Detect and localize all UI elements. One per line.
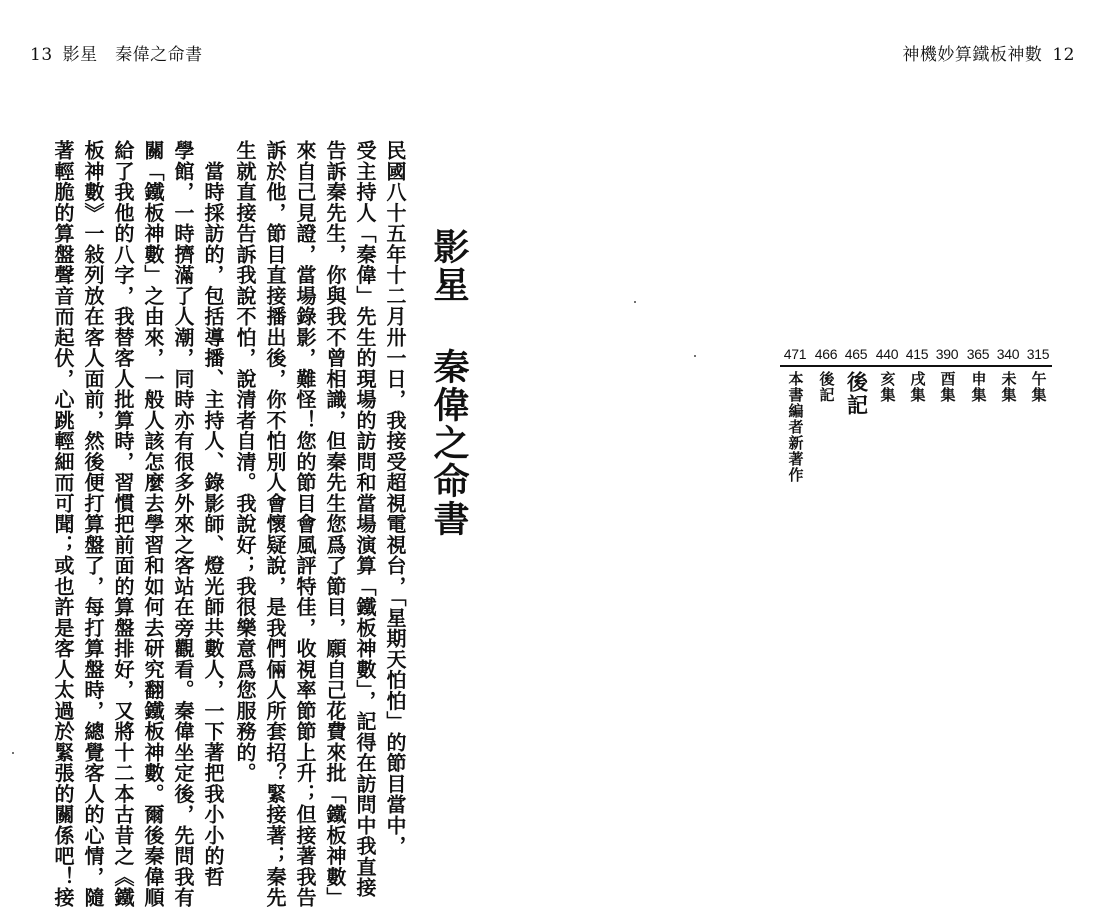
toc-label: 戌集 — [908, 371, 927, 403]
body-text-column: 訴於他，節目直接播出後，你不怕別人會懷疑說，是我們倆人所套招？緊接著；秦先 — [263, 140, 287, 908]
toc-item — [932, 345, 962, 403]
body-text-column: 當時採訪的，包括導播、主持人、錄影師、燈光師共數人，一下著把我小小的哲 — [201, 140, 225, 887]
toc-item — [1023, 345, 1053, 403]
body-text-column: 板神數》一敍列放在客人面前，然後便打算盤了，每打算盤時，總覺客人的心情，隨 — [81, 140, 105, 908]
toc-label: 申集 — [969, 371, 988, 403]
right-page-header — [892, 40, 1075, 65]
table-of-contents — [780, 345, 1055, 525]
toc-item — [780, 345, 810, 483]
toc-page-number: 390 — [935, 346, 959, 362]
chapter-title — [428, 228, 469, 538]
toc-page-number: 365 — [966, 346, 990, 362]
toc-label: 酉集 — [938, 371, 957, 403]
scan-speck — [12, 752, 14, 754]
toc-page-number: 466 — [814, 346, 838, 362]
body-text-column: 民國八十五年十二月卅一日，我接受超視電視台，「星期天怕怕」的節目當中， — [383, 140, 407, 857]
body-text-column: 給了我他的八字，我替客人批算時，習慣把前面的算盤排好，又將十二本古昔之《鐵 — [111, 140, 135, 908]
toc-page-number: 340 — [996, 346, 1020, 362]
toc-label: 本書編者新著作 — [786, 371, 805, 483]
scan-speck — [694, 355, 696, 357]
toc-page-number: 440 — [875, 346, 899, 362]
body-text-column: 告訴秦先生，你與我不曾相識，但秦先生您爲了節目，願自己花費來批「鐵板神數」 — [323, 140, 347, 908]
toc-label: 後記 — [844, 371, 869, 417]
body-text-column: 關「鐵板神數」之由來，一般人該怎麼去學習和如何去研究翻鐵板神數。爾後秦偉順 — [141, 140, 165, 908]
left-page-header — [30, 40, 213, 65]
toc-label: 未集 — [999, 371, 1018, 403]
toc-page-number: 471 — [783, 346, 807, 362]
toc-item — [841, 345, 871, 417]
toc-label: 亥集 — [878, 371, 897, 403]
right-running-title: 神機妙算鐵板神數 — [902, 45, 1043, 65]
right-page-number: 12 — [1052, 45, 1075, 65]
left-running-title: 影星 秦偉之命書 — [62, 45, 203, 65]
toc-page-number: 315 — [1026, 346, 1050, 362]
toc-label: 後記 — [817, 371, 836, 403]
left-page-number: 13 — [30, 45, 53, 65]
scan-speck — [634, 301, 636, 303]
toc-label: 午集 — [1029, 371, 1048, 403]
toc-page-number: 465 — [844, 346, 868, 362]
body-text-column: 著輕脆的算盤聲音而起伏，心跳輕細而可聞；或也許是客人太過於緊張的關係吧！接 — [51, 140, 75, 908]
toc-item — [993, 345, 1023, 403]
toc-item — [811, 345, 841, 403]
toc-item — [872, 345, 902, 403]
toc-item — [902, 345, 932, 403]
chapter-title-part1: 影星 — [428, 228, 469, 304]
toc-page-number: 415 — [905, 346, 929, 362]
body-text-column: 生就直接告訴我說不怕，說清者自清。我說好；我很樂意爲您服務的。 — [233, 140, 257, 784]
chapter-title-part2: 秦偉之命書 — [428, 348, 469, 538]
body-text-column: 學館，一時擠滿了人潮，同時亦有很多外來之客站在旁觀看。秦偉坐定後，先問我有 — [171, 140, 195, 908]
body-text-column: 來自己見證，當場錄影，難怪！您的節目會風評特佳，收視率節節上升；但接著我告 — [293, 140, 317, 908]
body-text-column: 受主持人「秦偉」先生的現場的訪問和當場演算「鐵板神數」，記得在訪問中我直接 — [353, 140, 377, 898]
toc-item — [963, 345, 993, 403]
